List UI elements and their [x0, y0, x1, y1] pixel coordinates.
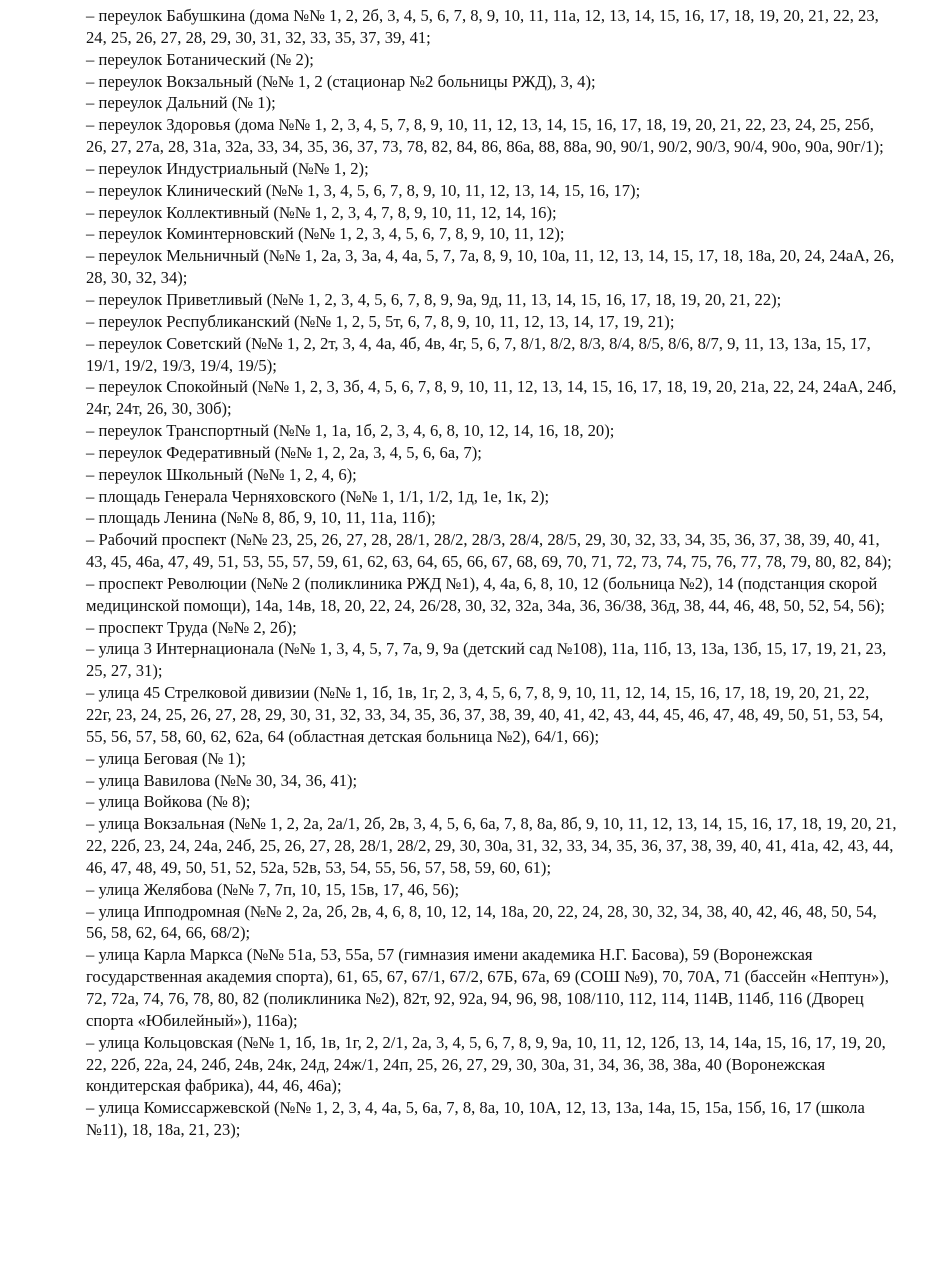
street-entry-karla-marksa: – улица Карла Маркса (№№ 51а, 53, 55а, 57 (гимназия имени академика Н.Г. Басова), 59 (Воронежская государственная академия спорта), 61, 65, 67, 67/1, 67/2, 67Б, 67а, 69 (СОШ №9), 70, 70А, 71 (бассейн «Нептун»), 72, 72а, 74, 76, 78, 80, 82 (поликлиника №2), 82т, 92, 92а, 94, 96, 98, 108/110, 112, 114, 114В, 114б, 116 (Дворец спорта «Юбилейный»), 116а);	[86, 945, 889, 1030]
street-entry-ippodromnaya: – улица Ипподромная (№№ 2, 2а, 2б, 2в, 4, 6, 8, 10, 12, 14, 18а, 20, 22, 24, 28, 30, 32, 34, 38, 40, 42, 46, 48, 50, 54, 56, 58, 62, 64, 66, 68/2);	[86, 901, 877, 943]
street-entry-45-strelkovoy-divizii: – улица 45 Стрелковой дивизии (№№ 1, 1б, 1в, 1г, 2, 3, 4, 5, 6, 7, 8, 9, 10, 11, 12, 14, 15, 16, 17, 18, 19, 20, 21, 22, 22г, 23, 24, 25, 26, 27, 28, 29, 30, 31, 32, 33, 34, 35, 36, 37, 38, 39, 40, 41, 42, 43, 44, 45, 46, 47, 48, 49, 50, 51, 53, 54, 55, 56, 57, 58, 60, 62, 62а, 64 (областная детская больница №2), 64/1, 66);	[86, 683, 884, 746]
street-entry-melnichnyy: – переулок Мельничный (№№ 1, 2а, 3, 3а, 4, 4а, 5, 7, 7а, 8, 9, 10, 10а, 11, 12, 13, 14, 15, 17, 18, 18а, 20, 24, 24аА, 26, 28, 30, 32, 34);	[86, 246, 895, 288]
street-entry-privetlivyy: – переулок Приветливый (№№ 1, 2, 3, 4, 5, 6, 7, 8, 9, 9а, 9д, 11, 13, 14, 15, 16, 17, 18, 19, 20, 21, 22);	[86, 289, 782, 309]
street-entry-kollektivnyy: – переулок Коллективный (№№ 1, 2, 3, 4, 7, 8, 9, 10, 11, 12, 14, 16);	[86, 202, 557, 222]
street-entry-klinicheskiy: – переулок Клинический (№№ 1, 3, 4, 5, 6, 7, 8, 9, 10, 11, 12, 13, 14, 15, 16, 17);	[86, 180, 641, 200]
street-entry-komissarzhevskoy: – улица Комиссаржевской (№№ 1, 2, 3, 4, 4а, 5, 6а, 7, 8, 8а, 10, 10А, 12, 13, 13а, 14а, 15, 15а, 15б, 16, 17 (школа №11), 18, 18а, 21, 23);	[86, 1098, 865, 1140]
street-entry-transportnyy: – переулок Транспортный (№№ 1, 1а, 1б, 2, 3, 4, 6, 8, 10, 12, 14, 16, 18, 20);	[86, 421, 615, 441]
street-entry-ploshchad-lenina: – площадь Ленина (№№ 8, 8б, 9, 10, 11, 11а, 11б);	[86, 508, 436, 528]
street-entry-begovaya: – улица Беговая (№ 1);	[86, 748, 246, 768]
street-entry-vokzalnaya-ulitsa: – улица Вокзальная (№№ 1, 2, 2а, 2а/1, 2б, 2в, 3, 4, 5, 6, 6а, 7, 8, 8а, 8б, 9, 10, 11, 12, 13, 14, 15, 16, 17, 18, 19, 20, 21, 22, 22б, 23, 24, 24а, 24б, 25, 26, 27, 28, 28/1, 28/2, 29, 30, 30а, 31, 32, 33, 34, 35, 36, 37, 38, 39, 40, 41, 41а, 42, 43, 44, 46, 47, 48, 49, 50, 51, 52, 52а, 52в, 53, 54, 55, 56, 57, 58, 59, 60, 61);	[86, 814, 897, 877]
street-entry-voykova: – улица Войкова (№ 8);	[86, 792, 251, 812]
street-entry-rabochiy-prospekt: – Рабочий проспект (№№ 23, 25, 26, 27, 28, 28/1, 28/2, 28/3, 28/4, 28/5, 29, 30, 32, 33, 34, 35, 36, 37, 38, 39, 40, 41, 43, 45, 46а, 47, 49, 51, 53, 55, 57, 59, 61, 62, 63, 64, 65, 66, 67, 68, 69, 70, 71, 72, 73, 74, 75, 76, 77, 78, 79, 80, 82, 84);	[86, 530, 892, 572]
street-entry-shkolnyy: – переулок Школьный (№№ 1, 2, 4, 6);	[86, 464, 357, 484]
street-entry-federativnyy: – переулок Федеративный (№№ 1, 2, 2а, 3, 4, 5, 6, 6а, 7);	[86, 442, 482, 462]
street-entry-prospekt-revolyutsii: – проспект Революции (№№ 2 (поликлиника РЖД №1), 4, 4а, 6, 8, 10, 12 (больница №2), 14 (подстанция скорой медицинской помощи), 14а, 14в, 18, 20, 22, 24, 26/28, 30, 32, 32а, 34а, 36, 36/38, 36д, 38, 44, 46, 48, 50, 52, 54, 56);	[86, 573, 885, 615]
street-entry-koltsovskaya: – улица Кольцовская (№№ 1, 1б, 1в, 1г, 2, 2/1, 2а, 3, 4, 5, 6, 7, 8, 9, 9а, 10, 11, 12, 12б, 13, 14, 14а, 15, 16, 17, 19, 20, 22, 22б, 22а, 24, 24б, 24в, 24к, 24д, 24ж/1, 24п, 25, 26, 27, 29, 30, 30а, 31, 34, 36, 38, 38а, 40 (Воронежская кондитерская фабрика), 44, 46, 46а);	[86, 1032, 886, 1096]
street-entry-vokzalnyy-pereulok: – переулок Вокзальный (№№ 1, 2 (стационар №2 больницы РЖД), 3, 4);	[86, 71, 596, 91]
street-entry-vavilova: – улица Вавилова (№№ 30, 34, 36, 41);	[86, 770, 358, 790]
street-entry-sovetskiy: – переулок Советский (№№ 1, 2, 2т, 3, 4, 4а, 4б, 4в, 4г, 5, 6, 7, 8/1, 8/2, 8/3, 8/4, 8/5, 8/6, 8/7, 9, 11, 13, 13а, 15, 17, 19/1, 19/2, 19/3, 19/4, 19/5);	[86, 333, 871, 375]
street-entry-zhelyabova: – улица Желябова (№№ 7, 7п, 10, 15, 15в, 17, 46, 56);	[86, 879, 460, 899]
street-entry-industrialnyy: – переулок Индустриальный (№№ 1, 2);	[86, 158, 369, 178]
street-entry-spokoynyy: – переулок Спокойный (№№ 1, 2, 3, 3б, 4, 5, 6, 7, 8, 9, 10, 11, 12, 13, 14, 15, 16, 17, 18, 19, 20, 21а, 22, 24, 24аА, 24б, 24г, 24т, 26, 30, 30б);	[86, 377, 897, 419]
street-entry-botanicheskiy: – переулок Ботанический (№ 2);	[86, 49, 314, 69]
street-entry-zdorovya: – переулок Здоровья (дома №№ 1, 2, 3, 4, 5, 7, 8, 9, 10, 11, 12, 13, 14, 15, 16, 17, 18, 19, 20, 21, 22, 23, 24, 25, 25б, 26, 27, 27а, 28, 31а, 32а, 33, 34, 35, 36, 37, 73, 78, 82, 84, 86, 86а, 88, 88а, 90, 90/1, 90/2, 90/3, 90/4, 90о, 90а, 90г/1);	[86, 115, 884, 157]
street-entry-kominternovskiy: – переулок Коминтерновский (№№ 1, 2, 3, 4, 5, 6, 7, 8, 9, 10, 11, 12);	[86, 224, 565, 244]
street-entry-babushkina: – переулок Бабушкина (дома №№ 1, 2, 2б, 3, 4, 5, 6, 7, 8, 9, 10, 11, 11а, 12, 13, 14, 15, 16, 17, 18, 19, 20, 21, 22, 23, 24, 25, 26, 27, 28, 29, 30, 31, 32, 33, 35, 37, 39, 41;	[86, 6, 879, 47]
street-entry-ploshchad-chernyakhovskogo: – площадь Генерала Черняховского (№№ 1, 1/1, 1/2, 1д, 1е, 1к, 2);	[86, 486, 550, 506]
street-entry-prospekt-truda: – проспект Труда (№№ 2, 2б);	[86, 617, 297, 637]
street-entry-dalniy: – переулок Дальний (№ 1);	[86, 93, 276, 113]
street-entry-3-internatsionala: – улица 3 Интернационала (№№ 1, 3, 4, 5, 7, 7а, 9, 9а (детский сад №108), 11а, 11б, 13, 13а, 13б, 15, 17, 19, 21, 23, 25, 27, 31);	[86, 639, 887, 681]
street-entry-respublikanskiy: – переулок Республиканский (№№ 1, 2, 5, 5т, 6, 7, 8, 9, 10, 11, 12, 13, 14, 17, 19, 21);	[86, 311, 675, 331]
